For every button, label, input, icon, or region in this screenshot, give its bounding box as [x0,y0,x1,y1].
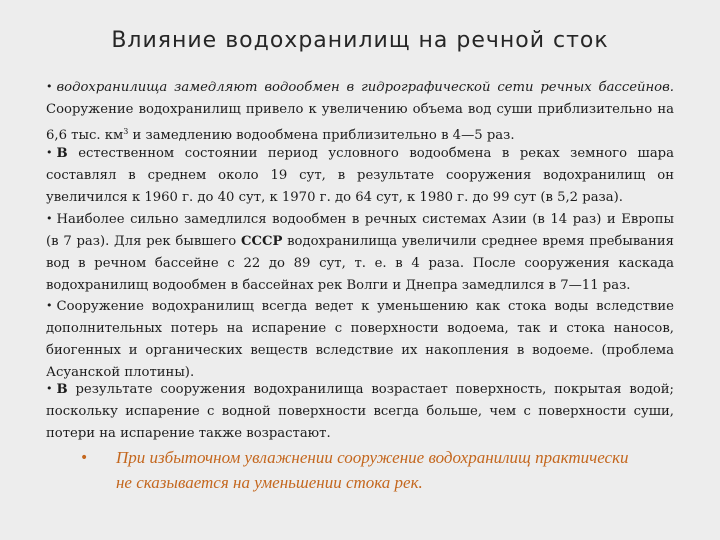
bullet-icon: • [80,450,89,466]
paragraph-1-superscript: 3 [123,127,129,136]
paragraph-reservoirs-slow-exchange [46,76,674,147]
bullet-icon: • [46,146,53,159]
paragraph-exchange-period [46,142,674,209]
slide-title: Влияние водохранилищ на речной сток [111,28,609,53]
paragraph-regional-slowdown [46,208,674,297]
bullet-icon: • [46,382,53,395]
paragraph-4-text: Сооружение водохранилищ всегда ведет к уменьшению как стока воды вследствие дополнительных потерь на испарение с поверхности водоема, так и стока наносов, биогенных и органических веществ вследствие их накопления в водоеме. (проблема Асуанской плотины). [46,299,674,380]
paragraph-3-text-a: Наиболее сильно замедлился водообмен в речных системах Азии (в 14 раз) и Европы (в 7 раз). Для рек бывшего [46,212,674,249]
conclusion-highlight [80,445,640,495]
paragraph-3-text-b: водохранилища увеличили среднее время пребывания вод в речном бассейне с 22 до 89 сут, т. е. в 4 раза. После сооружения каскада водохранилищ водообмен в бассейнах рек Волги и Днепра замедлился в 7—11 раз. [46,234,674,293]
paragraph-5-text: результате сооружения водохранилища возрастает поверхность, покрытая водой; поскольку испарение с водной поверхности всегда больше, чем с поверхности суши, потери на испарение также возрастают. [46,382,674,441]
bullet-icon: • [46,299,53,312]
paragraph-1-text-a: Сооружение водохранилищ привело к увеличению объема вод суши приблизительно на 6,6 тыс. км [46,102,674,143]
bullet-icon: • [46,212,53,225]
paragraph-1-italic-lead: водохранилища замедляют водообмен в гидрографической сети речных бассейнов. [56,80,674,95]
paragraph-evaporation-losses [46,378,674,445]
paragraph-runoff-reduction [46,295,674,384]
paragraph-5-bold-lead: В [56,382,68,397]
bullet-icon: • [46,80,53,93]
paragraph-2-bold-lead: В [56,146,68,161]
conclusion-text: При избыточном увлажнении сооружение водохранилищ практически не сказывается на уменьшении стока рек. [116,448,629,492]
paragraph-3-bold-ussr: СССР [240,234,283,249]
paragraph-1-text-b: и замедлению водообмена приблизительно в 4—5 раз. [128,128,515,143]
paragraph-2-text: естественном состоянии период условного водообмена в реках земного шара составлял в среднем около 19 сут, в результате сооружения водохранилищ он увеличился к 1960 г. до 40 сут, к 1970 г. до 64 сут, к 1980 г. до 99 сут (в 5,2 раза). [46,146,674,205]
